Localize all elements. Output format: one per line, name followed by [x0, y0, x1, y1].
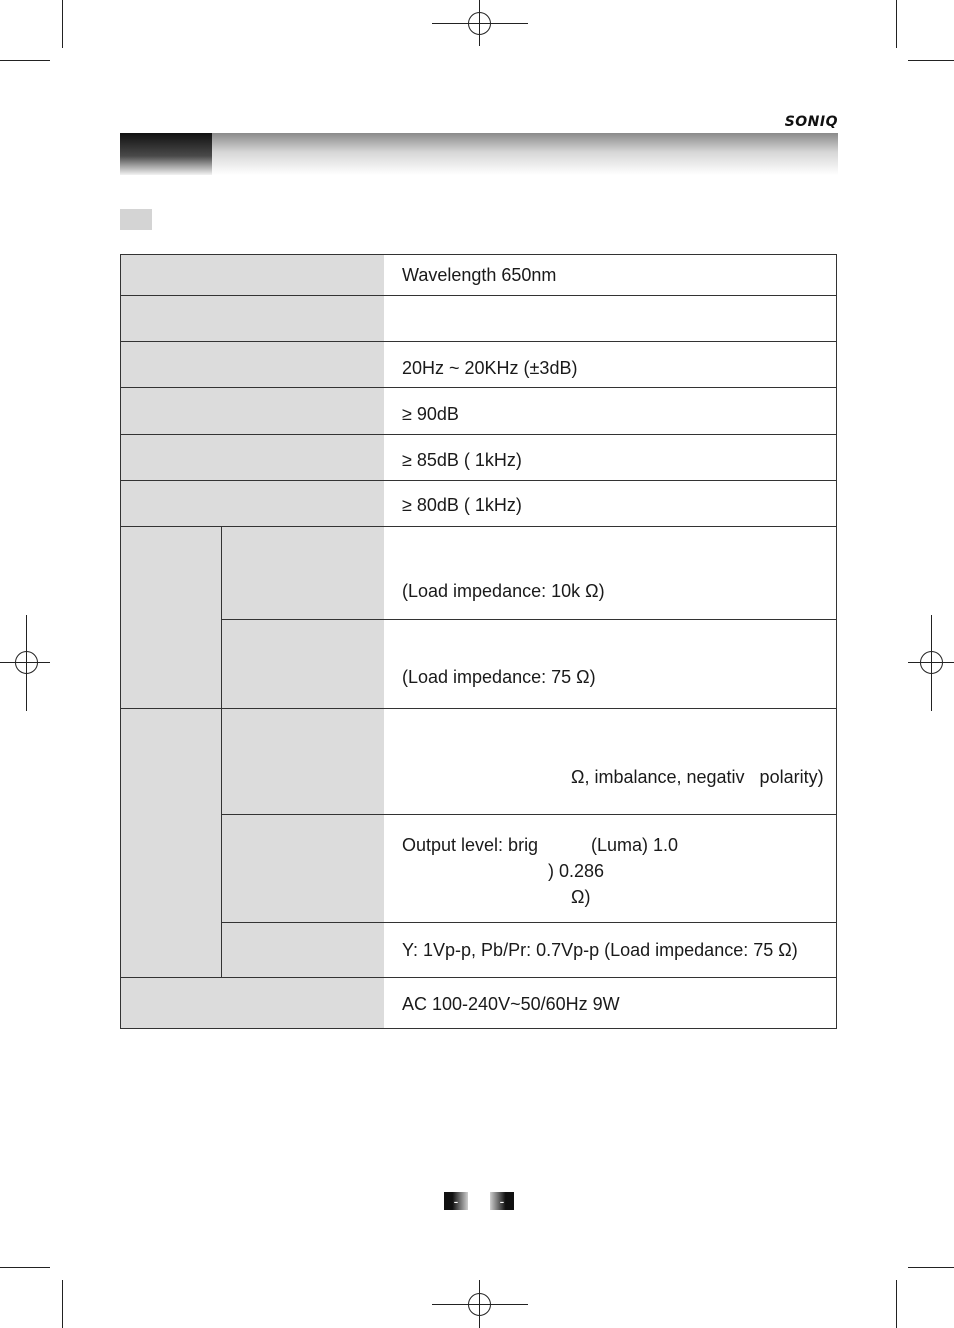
spec-power: AC 100-240V~50/60Hz 9W	[402, 994, 620, 1014]
spec-video-output-1: Ω, imbalance, negativ polarity)	[571, 767, 824, 787]
subsection-marker	[120, 209, 152, 230]
spec-dynamic-range: ≥ 85dB ( 1kHz)	[402, 450, 522, 470]
spec-audio-output-1: (Load impedance: 10k Ω)	[402, 581, 605, 601]
page-number-left	[444, 1192, 468, 1210]
page-number-right	[490, 1192, 514, 1210]
registration-mark-top	[468, 12, 491, 35]
spec-video-output-2-line1b: (Luma) 1.0	[591, 835, 679, 855]
spec-distortion: ≥ 80dB ( 1kHz)	[402, 495, 522, 515]
spec-audio-output-2: (Load impedance: 75 Ω)	[402, 667, 596, 687]
spec-video-output-3: Y: 1Vp-p, Pb/Pr: 0.7Vp-p (Load impedance: 75 Ω)	[402, 940, 798, 960]
label-cell	[121, 255, 384, 1028]
registration-mark-left	[15, 651, 38, 674]
brand-logo: SONIQ	[784, 114, 838, 130]
spec-frequency-response: 20Hz ~ 20KHz (±3dB)	[402, 358, 578, 378]
page-number-right-dash: -	[499, 1193, 505, 1209]
spec-laser: Wavelength 650nm	[402, 265, 557, 285]
registration-mark-right	[920, 651, 943, 674]
section-banner-tab	[120, 133, 212, 175]
page-number-left-dash: -	[453, 1193, 459, 1209]
section-banner	[120, 133, 838, 175]
spec-snr: ≥ 90dB	[402, 404, 459, 424]
registration-mark-bottom	[468, 1293, 491, 1316]
spec-video-output-2-line3: Ω)	[571, 887, 591, 907]
spec-video-output-2-line1: Output level: brig	[402, 835, 539, 855]
spec-video-output-2-line2: ) 0.286	[548, 861, 605, 881]
